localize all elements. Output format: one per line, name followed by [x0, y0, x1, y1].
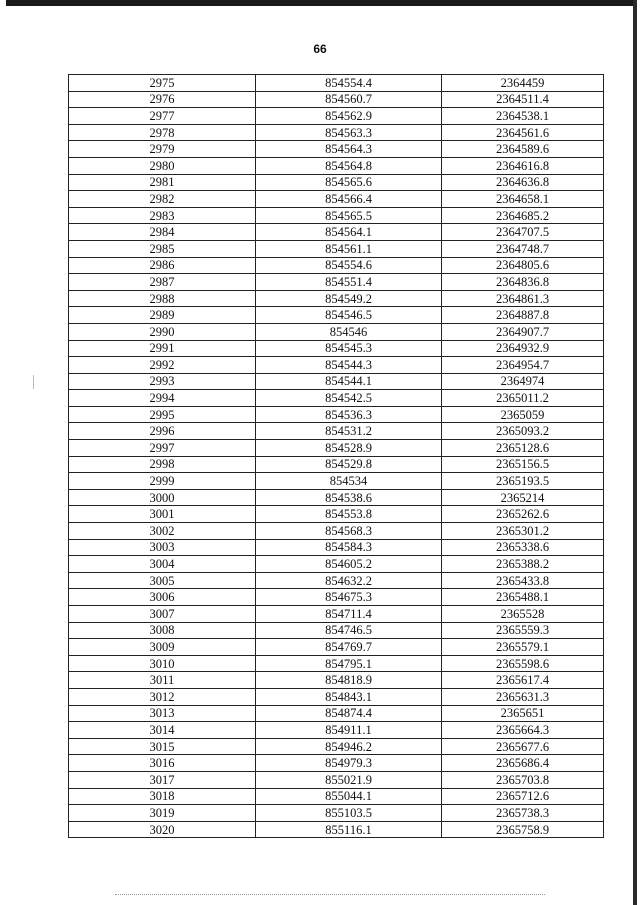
x-coordinate-cell: 854565.5 — [256, 207, 442, 224]
x-coordinate-cell: 854531.2 — [256, 423, 442, 440]
y-coordinate-cell: 2364658.1 — [442, 191, 604, 208]
table-row — [69, 523, 604, 540]
x-coordinate-cell: 854711.4 — [256, 606, 442, 623]
y-coordinate-cell: 2365686.4 — [442, 755, 604, 772]
point-number-cell: 3010 — [69, 655, 256, 672]
y-coordinate-cell: 2364805.6 — [442, 257, 604, 274]
x-coordinate-cell: 854843.1 — [256, 688, 442, 705]
x-coordinate-cell: 854564.8 — [256, 157, 442, 174]
y-coordinate-cell: 2365433.8 — [442, 572, 604, 589]
y-coordinate-cell: 2364974 — [442, 373, 604, 390]
point-number-cell: 2987 — [69, 274, 256, 291]
point-number-cell: 2989 — [69, 307, 256, 324]
table-row — [69, 589, 604, 606]
y-coordinate-cell: 2365758.9 — [442, 821, 604, 838]
x-coordinate-cell: 854795.1 — [256, 655, 442, 672]
point-number-cell: 2979 — [69, 141, 256, 158]
y-coordinate-cell: 2365128.6 — [442, 440, 604, 457]
y-coordinate-cell: 2365617.4 — [442, 672, 604, 689]
y-coordinate-cell: 2365738.3 — [442, 805, 604, 822]
y-coordinate-cell: 2364836.8 — [442, 274, 604, 291]
point-number-cell: 2990 — [69, 323, 256, 340]
y-coordinate-cell: 2365156.5 — [442, 456, 604, 473]
x-coordinate-cell: 854911.1 — [256, 722, 442, 739]
table-row — [69, 373, 604, 390]
point-number-cell: 3017 — [69, 771, 256, 788]
point-number-cell: 2978 — [69, 124, 256, 141]
scan-top-border — [6, 0, 634, 6]
table-row — [69, 456, 604, 473]
x-coordinate-cell: 854560.7 — [256, 91, 442, 108]
x-coordinate-cell: 854545.3 — [256, 340, 442, 357]
table-row — [69, 257, 604, 274]
point-number-cell: 3011 — [69, 672, 256, 689]
point-number-cell: 2977 — [69, 108, 256, 125]
point-number-cell: 3001 — [69, 506, 256, 523]
y-coordinate-cell: 2364561.6 — [442, 124, 604, 141]
x-coordinate-cell: 854542.5 — [256, 390, 442, 407]
y-coordinate-cell: 2364616.8 — [442, 157, 604, 174]
point-number-cell: 3008 — [69, 622, 256, 639]
y-coordinate-cell: 2365712.6 — [442, 788, 604, 805]
table-row — [69, 572, 604, 589]
table-row — [69, 738, 604, 755]
y-coordinate-cell: 2364707.5 — [442, 224, 604, 241]
table-row — [69, 556, 604, 573]
x-coordinate-cell: 854874.4 — [256, 705, 442, 722]
x-coordinate-cell: 854562.9 — [256, 108, 442, 125]
y-coordinate-cell: 2364459 — [442, 75, 604, 92]
point-number-cell: 3015 — [69, 738, 256, 755]
point-number-cell: 3007 — [69, 606, 256, 623]
table-row — [69, 805, 604, 822]
x-coordinate-cell: 854566.4 — [256, 191, 442, 208]
y-coordinate-cell: 2364887.8 — [442, 307, 604, 324]
point-number-cell: 2992 — [69, 357, 256, 374]
point-number-cell: 2998 — [69, 456, 256, 473]
point-number-cell: 2988 — [69, 290, 256, 307]
x-coordinate-cell: 854563.3 — [256, 124, 442, 141]
y-coordinate-cell: 2364589.6 — [442, 141, 604, 158]
point-number-cell: 3000 — [69, 489, 256, 506]
point-number-cell: 2986 — [69, 257, 256, 274]
page-number: 66 — [313, 42, 327, 56]
y-coordinate-cell: 2365093.2 — [442, 423, 604, 440]
y-coordinate-cell: 2365579.1 — [442, 639, 604, 656]
point-number-cell: 2983 — [69, 207, 256, 224]
y-coordinate-cell: 2365262.6 — [442, 506, 604, 523]
y-coordinate-cell: 2365011.2 — [442, 390, 604, 407]
point-number-cell: 3019 — [69, 805, 256, 822]
x-coordinate-cell: 854529.8 — [256, 456, 442, 473]
table-row — [69, 157, 604, 174]
table-row — [69, 191, 604, 208]
y-coordinate-cell: 2364907.7 — [442, 323, 604, 340]
point-number-cell: 3013 — [69, 705, 256, 722]
y-coordinate-cell: 2365301.2 — [442, 523, 604, 540]
y-coordinate-cell: 2365488.1 — [442, 589, 604, 606]
point-number-cell: 3020 — [69, 821, 256, 838]
table-row — [69, 141, 604, 158]
y-coordinate-cell: 2365214 — [442, 489, 604, 506]
table-row — [69, 473, 604, 490]
table-row — [69, 390, 604, 407]
table-row — [69, 323, 604, 340]
point-number-cell: 2993 — [69, 373, 256, 390]
table-row — [69, 688, 604, 705]
y-coordinate-cell: 2365651 — [442, 705, 604, 722]
y-coordinate-cell: 2364861.3 — [442, 290, 604, 307]
table-row — [69, 489, 604, 506]
y-coordinate-cell: 2365528 — [442, 606, 604, 623]
y-coordinate-cell: 2365338.6 — [442, 539, 604, 556]
table-row — [69, 539, 604, 556]
x-coordinate-cell: 854538.6 — [256, 489, 442, 506]
table-row — [69, 672, 604, 689]
x-coordinate-cell: 854979.3 — [256, 755, 442, 772]
y-coordinate-cell: 2364538.1 — [442, 108, 604, 125]
x-coordinate-cell: 854553.8 — [256, 506, 442, 523]
table-row — [69, 705, 604, 722]
x-coordinate-cell: 855021.9 — [256, 771, 442, 788]
x-coordinate-cell: 854584.3 — [256, 539, 442, 556]
y-coordinate-cell: 2365677.6 — [442, 738, 604, 755]
table-row — [69, 506, 604, 523]
point-number-cell: 2985 — [69, 240, 256, 257]
table-row — [69, 771, 604, 788]
table-row — [69, 440, 604, 457]
point-number-cell: 2980 — [69, 157, 256, 174]
y-coordinate-cell: 2365193.5 — [442, 473, 604, 490]
x-coordinate-cell: 854769.7 — [256, 639, 442, 656]
y-coordinate-cell: 2364932.9 — [442, 340, 604, 357]
coordinate-table — [68, 74, 604, 838]
table-row — [69, 788, 604, 805]
table-row — [69, 174, 604, 191]
point-number-cell: 3014 — [69, 722, 256, 739]
x-coordinate-cell: 854544.1 — [256, 373, 442, 390]
x-coordinate-cell: 855116.1 — [256, 821, 442, 838]
x-coordinate-cell: 854554.6 — [256, 257, 442, 274]
scan-right-border — [633, 0, 637, 905]
table-row — [69, 406, 604, 423]
y-coordinate-cell: 2364954.7 — [442, 357, 604, 374]
x-coordinate-cell: 854946.2 — [256, 738, 442, 755]
x-coordinate-cell: 855044.1 — [256, 788, 442, 805]
table-row — [69, 124, 604, 141]
table-row — [69, 622, 604, 639]
point-number-cell: 2982 — [69, 191, 256, 208]
coordinate-table-body — [69, 75, 604, 838]
point-number-cell: 2975 — [69, 75, 256, 92]
point-number-cell: 2999 — [69, 473, 256, 490]
table-row — [69, 722, 604, 739]
y-coordinate-cell: 2365631.3 — [442, 688, 604, 705]
x-coordinate-cell: 854554.4 — [256, 75, 442, 92]
table-row — [69, 357, 604, 374]
table-row — [69, 108, 604, 125]
table-row — [69, 821, 604, 838]
table-row — [69, 307, 604, 324]
x-coordinate-cell: 854605.2 — [256, 556, 442, 573]
y-coordinate-cell: 2364748.7 — [442, 240, 604, 257]
x-coordinate-cell: 854568.3 — [256, 523, 442, 540]
x-coordinate-cell: 854546 — [256, 323, 442, 340]
x-coordinate-cell: 854536.3 — [256, 406, 442, 423]
x-coordinate-cell: 854675.3 — [256, 589, 442, 606]
margin-mark — [33, 375, 34, 389]
x-coordinate-cell: 854565.6 — [256, 174, 442, 191]
x-coordinate-cell: 854534 — [256, 473, 442, 490]
table-row — [69, 75, 604, 92]
point-number-cell: 3012 — [69, 688, 256, 705]
table-row — [69, 755, 604, 772]
point-number-cell: 3002 — [69, 523, 256, 540]
table-row — [69, 240, 604, 257]
x-coordinate-cell: 854544.3 — [256, 357, 442, 374]
point-number-cell: 3018 — [69, 788, 256, 805]
table-row — [69, 207, 604, 224]
point-number-cell: 3006 — [69, 589, 256, 606]
point-number-cell: 2981 — [69, 174, 256, 191]
x-coordinate-cell: 854551.4 — [256, 274, 442, 291]
x-coordinate-cell: 854564.3 — [256, 141, 442, 158]
point-number-cell: 3004 — [69, 556, 256, 573]
x-coordinate-cell: 854561.1 — [256, 240, 442, 257]
y-coordinate-cell: 2365703.8 — [442, 771, 604, 788]
bottom-dotted-line — [115, 894, 545, 896]
table-row — [69, 224, 604, 241]
y-coordinate-cell: 2365664.3 — [442, 722, 604, 739]
y-coordinate-cell: 2364636.8 — [442, 174, 604, 191]
table-row — [69, 274, 604, 291]
point-number-cell: 2997 — [69, 440, 256, 457]
y-coordinate-cell: 2365388.2 — [442, 556, 604, 573]
y-coordinate-cell: 2364511.4 — [442, 91, 604, 108]
x-coordinate-cell: 855103.5 — [256, 805, 442, 822]
x-coordinate-cell: 854746.5 — [256, 622, 442, 639]
point-number-cell: 2996 — [69, 423, 256, 440]
y-coordinate-cell: 2364685.2 — [442, 207, 604, 224]
x-coordinate-cell: 854549.2 — [256, 290, 442, 307]
point-number-cell: 3005 — [69, 572, 256, 589]
table-row — [69, 423, 604, 440]
point-number-cell: 2991 — [69, 340, 256, 357]
point-number-cell: 2994 — [69, 390, 256, 407]
x-coordinate-cell: 854546.5 — [256, 307, 442, 324]
point-number-cell: 3016 — [69, 755, 256, 772]
point-number-cell: 3009 — [69, 639, 256, 656]
x-coordinate-cell: 854528.9 — [256, 440, 442, 457]
point-number-cell: 2984 — [69, 224, 256, 241]
table-row — [69, 340, 604, 357]
table-row — [69, 655, 604, 672]
y-coordinate-cell: 2365059 — [442, 406, 604, 423]
y-coordinate-cell: 2365559.3 — [442, 622, 604, 639]
table-row — [69, 290, 604, 307]
point-number-cell: 3003 — [69, 539, 256, 556]
x-coordinate-cell: 854564.1 — [256, 224, 442, 241]
table-row — [69, 606, 604, 623]
table-row — [69, 91, 604, 108]
x-coordinate-cell: 854818.9 — [256, 672, 442, 689]
table-row — [69, 639, 604, 656]
point-number-cell: 2976 — [69, 91, 256, 108]
point-number-cell: 2995 — [69, 406, 256, 423]
x-coordinate-cell: 854632.2 — [256, 572, 442, 589]
y-coordinate-cell: 2365598.6 — [442, 655, 604, 672]
